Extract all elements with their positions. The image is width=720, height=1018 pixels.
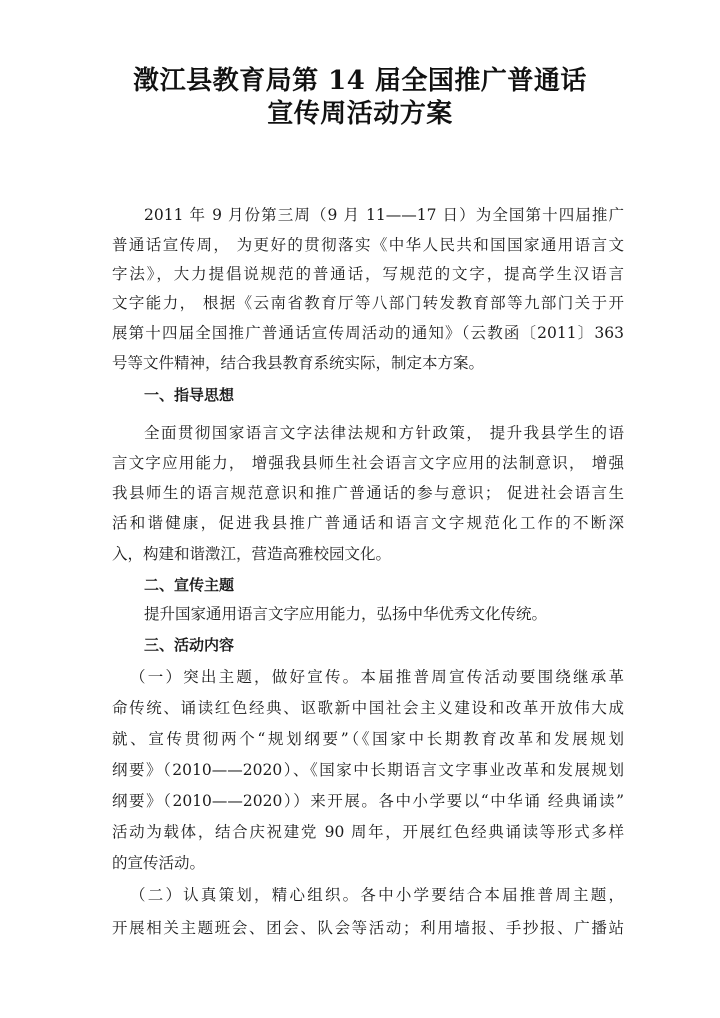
body-text-line: 纲要》（2010——2020）、《国家中长期语言文字事业改革和发展规划 (112, 761, 624, 779)
body-text-line: 开展相关主题班会、团会、队会等活动；利用墙报、手抄报、广播站 (112, 919, 624, 937)
body-text-line: 字法》，大力提倡说规范的普通话，写规范的文字，提高学生汉语言 (112, 265, 624, 283)
body-text-line: 纲要》（2010——2020））来开展。各中小学要以“中华诵 经典诵读” (112, 792, 624, 810)
body-text-line: 普通话宣传周， 为更好的贯彻落实《中华人民共和国国家通用语言文 (112, 236, 624, 254)
body-text-line: （二）认真策划，精心组织。各中小学要结合本届推普周主题， (130, 886, 624, 904)
section-heading: 一、指导思想 (144, 386, 235, 404)
body-text-line: 的宣传活动。 (112, 854, 206, 872)
body-text-line: 入，构建和谐澂江，营造高雅校园文化。 (112, 545, 392, 563)
section-heading: 二、宣传主题 (144, 576, 235, 594)
body-text-line: 命传统、诵读红色经典、讴歌新中国社会主义建设和改革开放伟大成 (112, 699, 624, 717)
body-text-line: 展第十四届全国推广普通话宣传周活动的通知》（云教函〔2011〕363 (112, 324, 624, 342)
body-text-line: 提升国家通用语言文字应用能力，弘扬中华优秀文化传统。 (144, 605, 548, 623)
body-text-line: 活和谐健康，促进我县推广普通话和语言文字规范化工作的不断深 (112, 514, 624, 532)
section-heading: 三、活动内容 (144, 636, 235, 654)
document-title-line-2: 宣传周活动方案 (267, 99, 453, 129)
body-text-line: 就、宣传贯彻两个“规划纲要”（《国家中长期教育改革和发展规划 (112, 730, 624, 748)
body-text-line: 我县师生的语言规范意识和推广普通话的参与意识； 促进社会语言生 (112, 484, 624, 502)
document-title-line-1: 澂江县教育局第 14 届全国推广普通话 (133, 66, 587, 96)
body-text-line: 全面贯彻国家语言文字法律法规和方针政策， 提升我县学生的语 (144, 424, 624, 442)
body-text-line: 活动为载体，结合庆祝建党 90 周年，开展红色经典诵读等形式多样 (112, 823, 624, 841)
body-text-line: 言文字应用能力， 增强我县师生社会语言文字应用的法制意识， 增强 (112, 454, 624, 472)
body-text-line: 号等文件精神，结合我县教育系统实际，制定本方案。 (112, 354, 485, 372)
body-text-line: 文字能力， 根据《云南省教育厅等八部门转发教育部等九部门关于开 (112, 294, 624, 312)
body-text-line: （一）突出主题，做好宣传。本届推普周宣传活动要围绕继承革 (130, 668, 624, 686)
body-text-line: 2011 年 9 月份第三周（9 月 11——17 日）为全国第十四届推广 (144, 206, 624, 224)
